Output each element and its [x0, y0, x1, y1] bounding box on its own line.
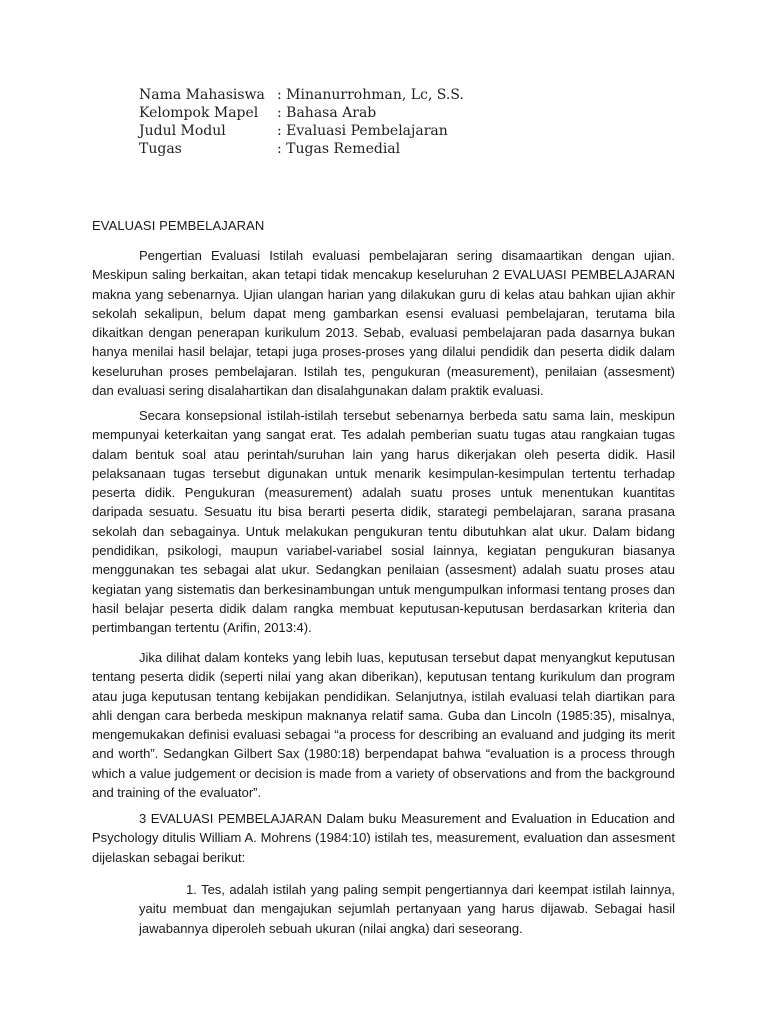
paragraph-4-container [92, 809, 675, 867]
info-label: Kelompok Mapel [139, 105, 259, 121]
paragraph-3-container [92, 648, 675, 802]
info-label: Tugas [139, 141, 182, 157]
info-label: Judul Modul [139, 123, 226, 139]
paragraph: Pengertian Evaluasi Istilah evaluasi pembelajaran sering disamaartikan dengan ujian. Meskipun saling berkaitan, akan tetapi tidak mencakup keseluruhan 2 EVALUASI PEMBELAJARAN makna yang sebenarnya. Ujian ulangan harian yang dilakukan guru di kelas atau bahkan ujian akhir sekolah sekalipun, belum dapat meng gambarkan esensi evaluasi pembelajaran, terutama bila dikaitkan dengan penerapan kurikulum 2013. Sebab, evaluasi pembelajaran pada dasarnya bukan hanya menilai hasil belajar, tetapi juga proses-proses yang dilalui pendidik dan peserta didik dalam keseluruhan proses pembelajaran. Istilah tes, pengukuran (measurement), penilaian (assesment) dan evaluasi sering disalahartikan dan disalahgunakan dalam praktik evaluasi. [92, 248, 675, 399]
info-row-kelompok [139, 104, 464, 122]
info-value: : Tugas Remedial [277, 141, 401, 157]
paragraph-1-container [92, 246, 675, 400]
paragraph: Secara konsepsional istilah-istilah tersebut sebenarnya berbeda satu sama lain, meskipun mempunyai keterkaitan yang sangat erat. Tes adalah pemberian suatu tugas atau rangkaian tugas dalam bentuk soal atau perintah/suruhan lain yang harus dikerjakan oleh peserta didik. Hasil pelaksanaan tugas tersebut digunakan untuk menarik kesimpulan-kesimpulan tertentu terhadap peserta didik. Pengukuran (measurement) adalah suatu proses untuk menentukan kuantitas daripada sesuatu. Sesuatu itu bisa berarti peserta didik, starategi pembelajaran, sarana prasana sekolah dan sebagainya. Untuk melakukan pengukuran tentu dibutuhkan alat ukur. Dalam bidang pendidikan, psikologi, maupun variabel-variabel sosial lainnya, kegiatan pengukuran biasanya menggunakan tes sebagai alat ukur. Sedangkan penilaian (assesment) adalah suatu proses atau kegiatan yang sistematis dan berkesinambungan untuk mengumpulkan informasi tentang proses dan hasil belajar peserta didik dalam rangka membuat keputusan-keputusan berdasarkan kriteria dan pertimbangan tertentu (Arifin, 2013:4). [92, 408, 675, 636]
paragraph: Jika dilihat dalam konteks yang lebih luas, keputusan tersebut dapat menyangkut keputusan tentang peserta didik (seperti nilai yang akan diberikan), keputusan tentang kurikulum dan program atau juga keputusan tentang kebijakan pendidikan. Selanjutnya, istilah evaluasi telah diartikan para ahli dengan cara berbeda meskipun maknanya relatif sama. Guba dan Lincoln (1985:35), misalnya, mengemukakan definisi evaluasi sebagai “a process for describing an evaluand and judging its merit and worth”. Sedangkan Gilbert Sax (1980:18) berpendapat bahwa “evaluation is a process through which a value judgement or decision is made from a variety of observations and from the background and training of the evaluator”. [92, 650, 675, 801]
student-info-block [139, 86, 464, 158]
list-item: 1. Tes, adalah istilah yang paling sempit pengertiannya dari keempat istilah lainnya, yaitu membuat dan mengajukan sejumlah pertanyaan yang harus dijawab. Sebagai hasil jawabannya diperoleh sebuah ukuran (nilai angka) dari seseorang. [139, 882, 675, 936]
paragraph: 3 EVALUASI PEMBELAJARAN Dalam buku Measurement and Evaluation in Education and Psychology ditulis William A. Mohrens (1984:10) istilah tes, measurement, evaluation dan assesment dijelaskan sebagai berikut: [92, 811, 675, 865]
info-row-judul [139, 122, 464, 140]
info-row-nama [139, 86, 464, 104]
document-title: EVALUASI PEMBELAJARAN [92, 218, 265, 233]
info-value: : Bahasa Arab [277, 105, 377, 121]
definition-list [139, 880, 675, 938]
info-value: : Minanurrohman, Lc, S.S. [277, 87, 464, 103]
info-row-tugas [139, 140, 464, 158]
info-label: Nama Mahasiswa [139, 87, 265, 103]
paragraph-2-container [92, 406, 675, 638]
info-value: : Evaluasi Pembelajaran [277, 123, 448, 139]
